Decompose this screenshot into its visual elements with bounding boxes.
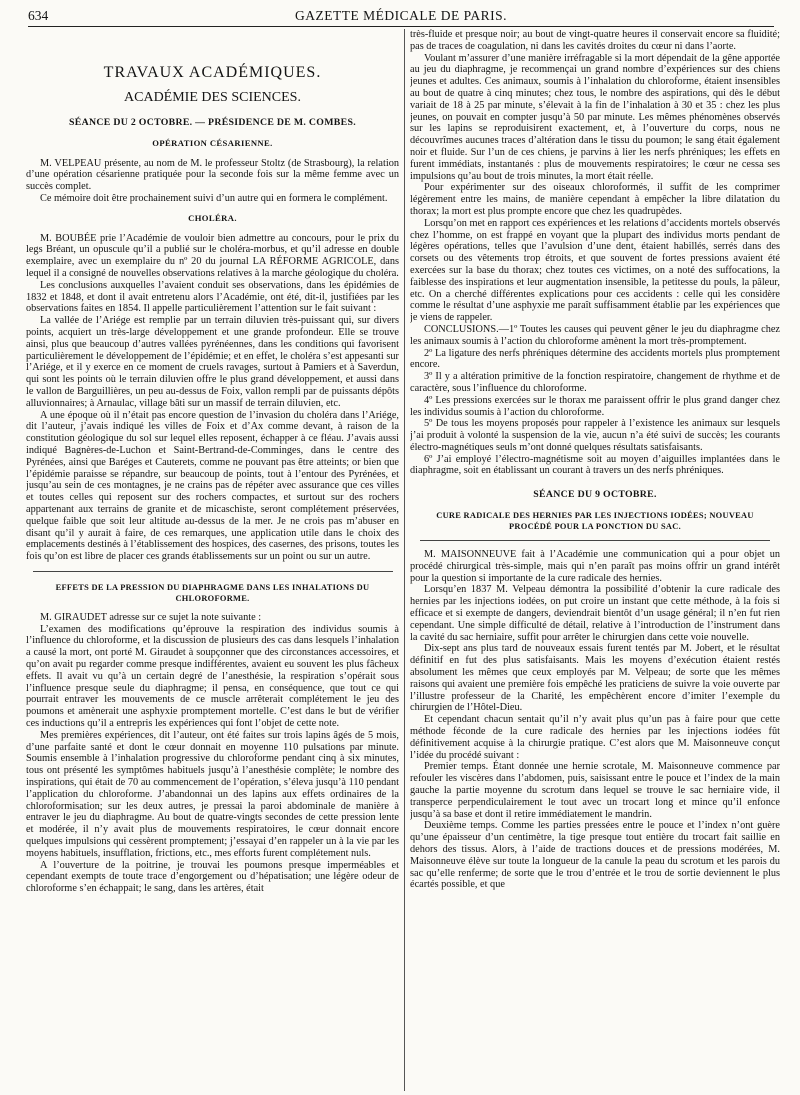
paragraph: Premier temps. Étant donnée une hernie scrotale, M. Maisonneuve commence par refouler les viscères dans l’abdomen, puis, saisissant entre le pouce et l’index de la main gauche la partie moyenne du scrotum dans lequel se trouve le sac herniaire vide, il transperce perpendiculairement le tout avec un trocart long et mince qu’il enfonce jusqu’à sa base et dont il retire immédiatement le mandrin.: [410, 761, 780, 820]
conclusion-5: 5º De tous les moyens proposés pour rappeler à l’existence les animaux sur lesquels j’ai produit à volonté la suspension de la vie, aucun n’a été suivi de succès; les courants électro-magnétiques seuls m’ont donné quelques résultats satisfaisants.: [410, 418, 780, 453]
left-column: [26, 29, 399, 1091]
seance-heading: SÉANCE DU 9 OCTOBRE.: [533, 489, 657, 501]
running-title: GAZETTE MÉDICALE DE PARIS.: [295, 8, 507, 23]
paragraph: Et cependant chacun sentait qu’il n’y avait plus qu’un pas à faire pour que cette méthode féconde de la cure radicale des hernies par les injections iodées fût définitivement acquise à la chirurgie pratique. C’est alors que M. Maisonneuve conçut l’idée du procédé suivant :: [410, 714, 780, 761]
paragraph: M. GIRAUDET adresse sur ce sujet la note suivante :: [40, 611, 262, 623]
paragraph: M. MAISONNEUVE fait à l’Académie une communication qui a pour objet un procédé chirurgical très-simple, mais qui n’en paraît pas moins offrir un grand intérêt pour la question si importante de la cure radicale des hernies.: [410, 549, 780, 584]
conclusion-1: CONCLUSIONS.—1º Toutes les causes qui peuvent gêner le jeu du diaphragme chez les animaux soumis à l’action du chloroforme amènent la mort très-promptement.: [410, 323, 780, 347]
conclusion-4: 4º Les pressions exercées sur le thorax me paraissent offrir le plus grand danger chez les individus soumis à l’action du chloroforme.: [410, 394, 780, 418]
paragraph: Lorsqu’on met en rapport ces expériences et les relations d’accidents mortels observés chez l’homme, on est frappé en voyant que la plupart des individus morts pendant de légères opérations, telles que l’avulsion d’une dent, étaient habillés, serrés dans des corsets ou des vêtements trop étroits, et que souvent de fortes pressions avaient été exercées sur la base du thorax; chez toutes ces victimes, on a noté des suffocations, la faiblesse des inspirations et leur augmentation insensible, la petitesse du pouls, la pâleur, etc. On a cherché différentes explications pour ces accidents : celle qui les considère comme le résultat d’une asphyxie me paraît suffisamment établie par les expériences que je viens de rappeler.: [410, 217, 780, 324]
page-header: [28, 6, 774, 27]
conclusion-2: 2º La ligature des nerfs phréniques détermine des accidents mortels plus promptement encore.: [410, 347, 780, 371]
section-separator: [420, 540, 770, 541]
paragraph: M. BOUBÉE prie l’Académie de vouloir bien admettre au concours, pour le prix du legs Bréant, un opuscule qu’il a publié sur le choléra-morbus, et qu’il adresse en double exemplaire, avec un exemplaire du nº 20 du journal LA RÉFORME AGRICOLE, dans lequel il a consigné de nouvelles observations relatives à la marche géologique du choléra.: [26, 232, 399, 279]
paragraph: Les conclusions auxquelles l’avaient conduit ses observations, dans les épidémies de 1832 et 1848, et dont il avait entretenu alors l’Académie, ont été, dit-il, justifiées par les observations faites en 1854. Il appelle particulièrement l’attention sur le fait suivant :: [26, 279, 399, 315]
paragraph: Lorsqu’en 1837 M. Velpeau démontra la possibilité d’obtenir la cure radicale des hernies par les injections iodées, on put croire un instant que cette méthode, à la fois si efficace et si exempte de dangers, deviendrait bientôt d’un usage général; il n’en fut rien cependant. Une simple difficulté de détail, relative à l’introduction de l’instrument dans la cavité du sac herniaire, suffit pour arrêter le chirurgien dans cette voie nouvelle.: [410, 584, 780, 643]
conclusion-3: 3º Il y a altération primitive de la fonction respiratoire, changement de rhythme et de caractère, sous l’influence du chloroforme.: [410, 371, 780, 394]
paragraph: Deuxième temps. Comme les parties pressées entre le pouce et l’index n’ont guère qu’une épaisseur d’un centimètre, la tige presque tout entière du trocart fait saillie en dehors des tissus. Alors, à l’aide de tractions douces et de pressions modérées, M. Maisonneuve élève sur toute la longueur de la canule la peau du scrotum et les parois du sac qu’elle renferme; de sorte que le trou d’entrée et le trou de sortie deviennent le plus écartés possible, et que: [410, 820, 780, 891]
subheading-hernies: CURE RADICALE DES HERNIES PAR LES INJECTIONS IODÉES; NOUVEAU PROCÉDÉ POUR LA PONCTION DU SAC.: [436, 511, 754, 532]
paragraph: M. VELPEAU présente, au nom de M. le professeur Stoltz (de Strasbourg), la relation d’une opération césarienne pratiquée pour la seconde fois sur la même femme avec un succès complet.: [26, 157, 399, 193]
paragraph: La vallée de l’Ariége est remplie par un terrain diluvien très-puissant qui, sur divers points, acquiert un très-large développement et une grande profondeur. Elle se trouve ainsi, plus que beaucoup d’autres vallées pyrénéennes, dans les conditions qui favorisent particulièrement le développement de l’épidémie; et en effet, le choléra s’est appesanti sur l’Ariége, et il y exerce en ce moment de cruels ravages, surtout à Pamiers et à Saverdun, qui sont les points où le terrain diluvien offre le plus grand développement, et aussi dans le vallon de Barguillières, un peu au-dessus de Foix, vallon rempli par de puissants dépôts alluvionnaires; à Arnaulac, village bâti sur un massif de terrain diluvien, etc.: [26, 315, 399, 409]
section-separator: [33, 571, 393, 572]
paragraph: Pour expérimenter sur des oiseaux chloroformés, il suffit de les comprimer légèrement entre les mains, de manière cependant à empêcher la libre dilatation du thorax; la mort est plus prompte encore que chez les quadrupèdes.: [410, 182, 780, 217]
academy-title: ACADÉMIE DES SCIENCES.: [124, 90, 301, 105]
paragraph: Ce mémoire doit être prochainement suivi d’un autre qui en formera le complément.: [40, 192, 388, 204]
paragraph: très-fluide et presque noir; au bout de vingt-quatre heures il conservait encore sa fluidité; pas de traces de coagulation, ni dans les cavités droites du cœur ni dans l’aorte.: [410, 29, 780, 52]
paragraph: Mes premières expériences, dit l’auteur, ont été faites sur trois lapins âgés de 5 mois, d’une parfaite santé et dont le cœur donnait en moyenne 110 pulsations par minute. Soumis ensemble à l’inhalation progressive du chloroforme pendant cinq à six minutes, tous ont présenté les symptômes habituels jusqu’à l’anesthésie complète; le nombre des inspirations, qui était de 70 au commencement de l’opération, s’éleva jusqu’à 110 pendant l’application du chloroforme. J’abandonnai un des lapins aux effets ordinaires de la chloroformisation; sur les deux autres, je pressai la paroi abdominale de manière à entraver le jeu du diaphragme. Au bout de quatre-vingts secondes de cette pression lente et modérée, il n’y avait plus de mouvements respiratoires, le cœur donnait encore quelques impulsions qui cessèrent promptement; j’essayai d’en rappeler un à la vie par les moyens habituels, insufflation, frictions, etc., mes efforts furent complétement nuls.: [26, 729, 399, 859]
paragraph: A l’ouverture de la poitrine, je trouvai les poumons presque imperméables et cependant exempts de toute trace d’engorgement ou d’hépatisation; une légère odeur de chloroforme s’en échappait; le sang, dans les artères, était: [26, 859, 399, 895]
paragraph: Voulant m’assurer d’une manière irréfragable si la mort dépendait de la gêne apportée au jeu du diaphragme, je recommençai un grand nombre d’expériences sur des chiens jeunes et adultes. Ces animaux, soumis à l’inhalation du chloroforme, étaient insensibles au bout de quatre à cinq minutes; chez tous, le nombre des aspirations, qui dès le début variait de 18 à 25 par minute, s’élevait à la fin de l’inhalation à 30 et 35 : chez les plus jeunes, on pouvait en compter jusqu’à 50 par minute. Les mêmes phénomènes observés sur les lapins se reproduisirent exactement, et, à l’ouverture du corps, nous ne découvrîmes aucunes traces d’altération dans le tissu du poumon; le sang était également noir et fluide. Sur l’un de ces chiens, je parvins à lier les nerfs phréniques; les effets en furent immédiats, instantanés : plus de mouvements respiratoires; le cœur ne cessa ses impulsions qu’au bout de trois minutes, la mort était réelle.: [410, 52, 780, 182]
paragraph: A une époque où il n’était pas encore question de l’invasion du choléra dans l’Ariége, dit l’auteur, j’avais indiqué les villes de Foix et d’Ax comme devant, à raison de la constitution géologique du sol sur lequel elles reposent, échapper à ce fléau. J’avais aussi indiqué Bagnères-de-Luchon et Saint-Bertrand-de-Comminges, dans le centre des Pyrénées, ainsi que Baréges et Cauterets, comme ne pouvant pas être atteints; or bien que l’épidémie paraisse se répandre, sur beaucoup de points, tout à l’entour des Pyrénées, et jusqu’au sein de ces montagnes, je ne crains pas de répéter avec assurance que ces villes et toutes celles qui reposent sur des rochers compactes, et surtout sur des rochers appartenant aux terrains de granite et de micaschiste, seront complétement préservées, quelque faible que soit leur altitude au-dessus de la mer. Je ne crois pas m’abuser en disant qu’il y aurait à faire, de ces remarques, une application utile dans le choix des emplacements destinés à l’établissement des hospices, des casernes, des prisons, toutes les fois qu’on est libre de placer ces grands établissements sur un point ou sur un autre.: [26, 409, 399, 563]
right-column: [410, 29, 780, 1091]
paragraph: Dix-sept ans plus tard de nouveaux essais furent tentés par M. Jobert, et le résultat définitif en fut des plus satisfaisants. Mais les moyens d’exécution étaient restés absolument les mêmes que ceux employés par M. Velpeau; de sorte que les mêmes raisons qui avaient une première fois empêché les praticiens de suivre la voie ouverte par l’illustre professeur de la Charité, les empêchèrent encore d’imiter l’exemple du chirurgien de l’Hôtel-Dieu.: [410, 643, 780, 714]
paragraph: L’examen des modifications qu’éprouve la respiration des individus soumis à l’influence du chloroforme, et la discussion de plusieurs des cas dans lesquels l’inhalation a causé la mort, ont porté M. Giraudet à soupçonner que des circonstances accessoires, et qu’on avait pu regarder comme presque indifférentes, avaient eu souvent les plus fâcheux effets. Il avait vu qu’à un certain degré de l’anesthésie, la respiration s’opérait sous l’influence presque seule du diaphragme; il pensa, en conséquence, que tout ce qui pourrait entraver les mouvements de ce muscle arrêterait complétement le jeu des poumons et amènerait une asphyxie promptement mortelle. C’est dans le but de vérifier ces inductions qu’il a entrepris les expériences qui font l’objet de cette note.: [26, 623, 399, 730]
seance-heading: SÉANCE DU 2 OCTOBRE. — PRÉSIDENCE DE M. COMBES.: [69, 117, 356, 128]
subheading-cesarienne: OPÉRATION CÉSARIENNE.: [152, 137, 273, 148]
section-title: TRAVAUX ACADÉMIQUES.: [103, 64, 322, 81]
conclusion-6: 6º J’ai employé l’électro-magnétisme soit au moyen d’aiguilles implantées dans le diaphragme, soit en établissant un courant à travers un des nerfs phréniques.: [410, 453, 780, 477]
column-divider: [404, 29, 405, 1091]
subheading-diaphragme: EFFETS DE LA PRESSION DU DIAPHRAGME DANS LES INHALATIONS DU CHLOROFORME.: [55, 582, 370, 603]
subheading-cholera: CHOLÉRA.: [188, 212, 237, 223]
page-number: 634: [28, 8, 49, 23]
